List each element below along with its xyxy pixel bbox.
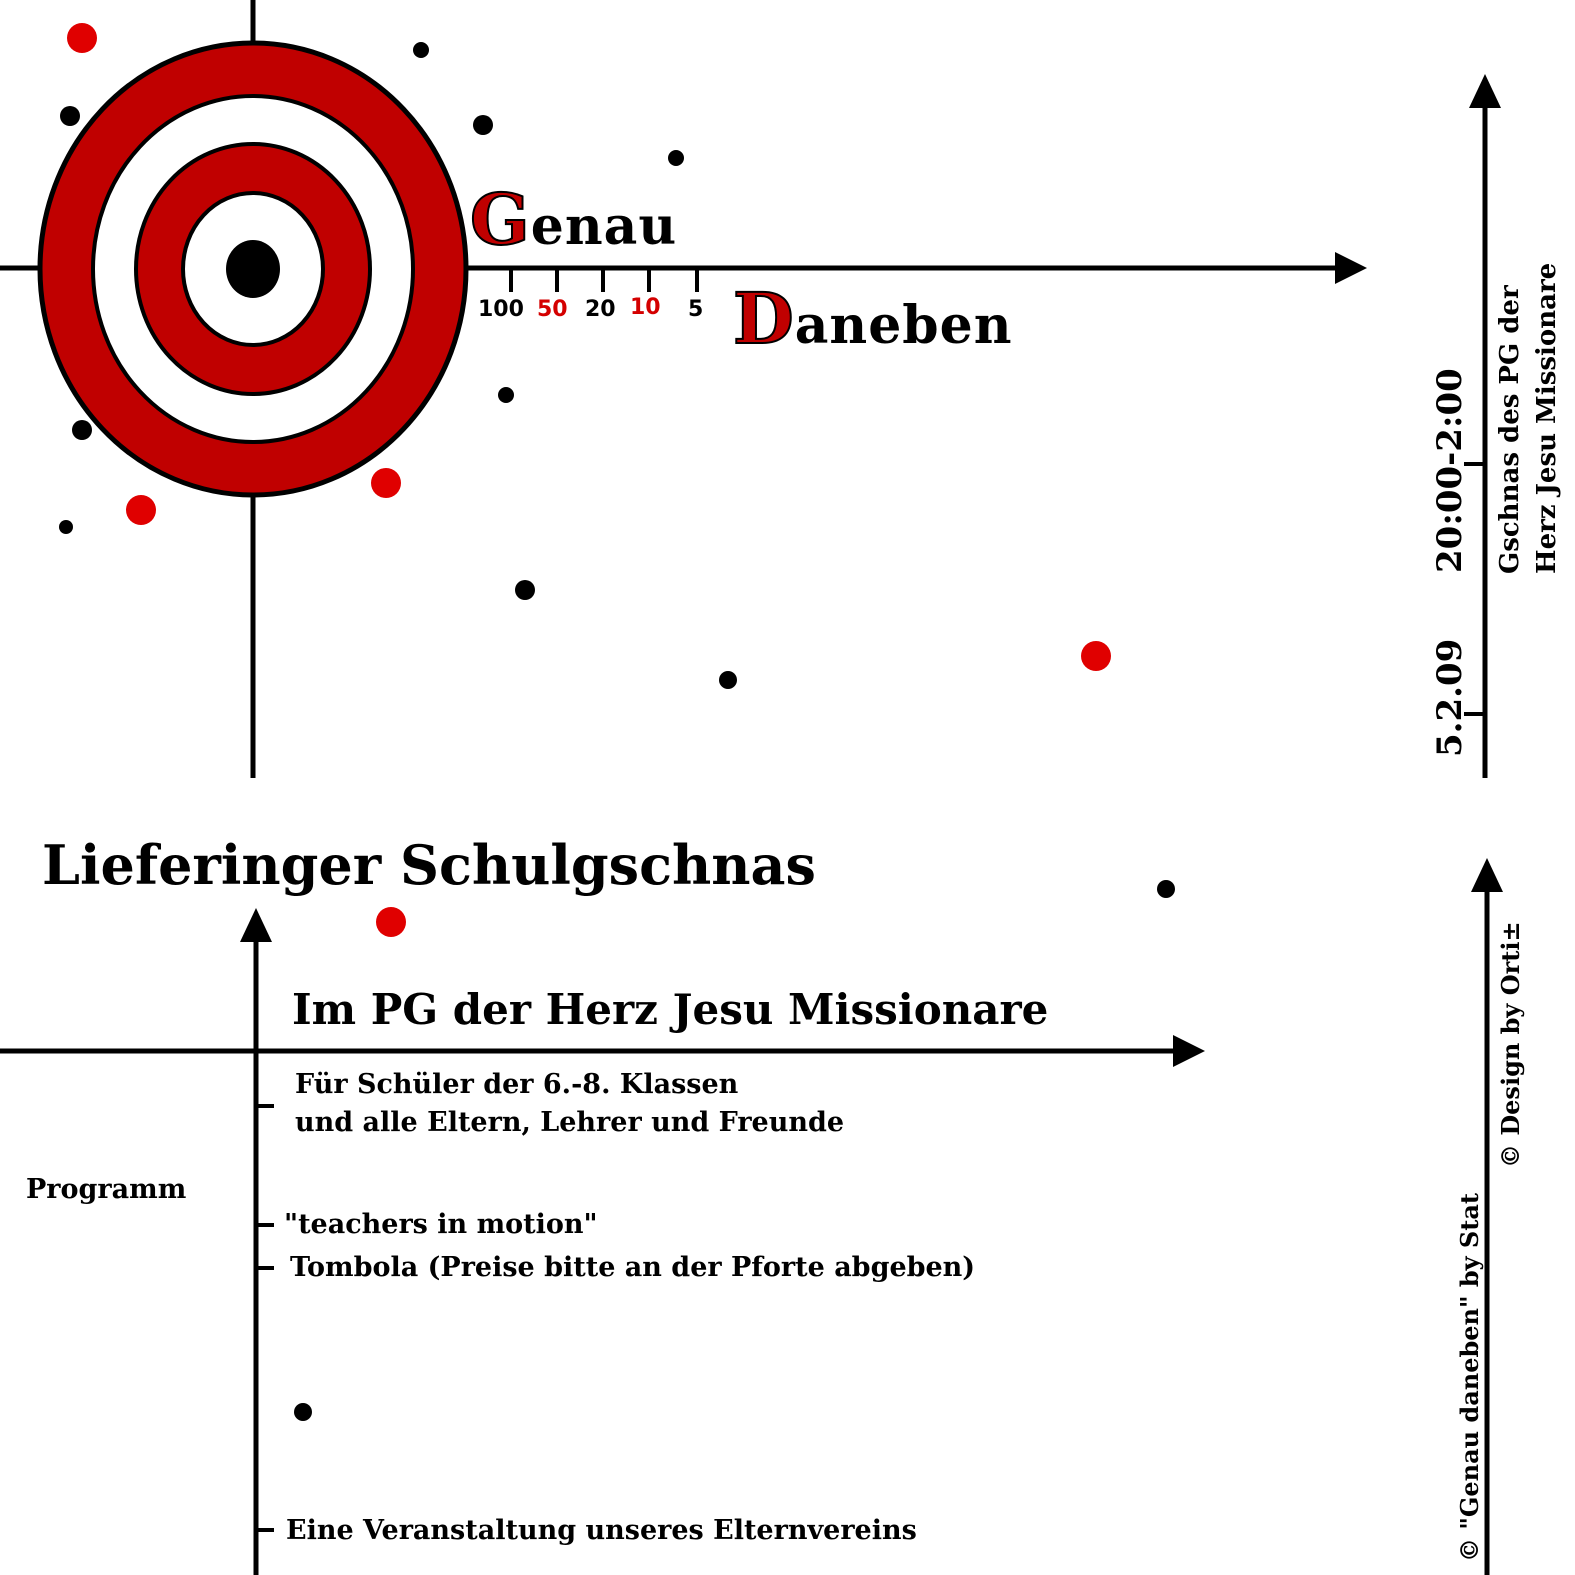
target-icon	[40, 43, 466, 495]
arrow-up-icon	[1469, 74, 1501, 108]
credit-design: © Design by Orti±	[1496, 921, 1525, 1168]
arrow-right-icon	[1173, 1035, 1205, 1067]
arrow-right-icon	[1335, 252, 1367, 284]
program-item: Tombola (Preise bitte an der Pforte abgeben)	[290, 1252, 976, 1283]
event-name-line1: Gschnas des PG der	[1495, 285, 1525, 574]
arrow-up-icon	[240, 908, 272, 942]
scale-label-10: 10	[630, 295, 661, 320]
venue-text: Im PG der Herz Jesu Missionare	[292, 985, 1049, 1034]
event-time: 20:00-2:00	[1430, 368, 1470, 573]
audience-line1: Für Schüler der 6.-8. Klassen	[295, 1069, 739, 1100]
headline-daneben-initial: D	[733, 277, 795, 360]
organizer-text: Eine Veranstaltung unseres Elternvereins	[286, 1515, 917, 1546]
headline-daneben	[733, 277, 1013, 360]
headline-genau	[470, 178, 677, 261]
event-name-line2: Herz Jesu Missionare	[1532, 262, 1562, 574]
headline-genau-rest: enau	[530, 196, 678, 257]
scale-label-20: 20	[585, 297, 616, 322]
scale-label-50: 50	[537, 297, 568, 322]
scale-label-100: 100	[478, 297, 524, 322]
page-title: Lieferinger Schulgschnas	[42, 833, 816, 897]
scale-label-5: 5	[688, 297, 704, 322]
program-item: "teachers in motion"	[284, 1209, 598, 1240]
audience-line2: und alle Eltern, Lehrer und Freunde	[295, 1107, 845, 1138]
credit-genau-daneben: © "Genau daneben" by Stat	[1455, 1193, 1484, 1562]
program-label: Programm	[26, 1174, 187, 1205]
headline-genau-initial: G	[470, 178, 531, 261]
scale-ticks	[511, 268, 697, 292]
headline-daneben-rest: aneben	[794, 295, 1013, 356]
arrow-up-icon	[1471, 858, 1503, 892]
event-date: 5.2.09	[1430, 638, 1470, 757]
